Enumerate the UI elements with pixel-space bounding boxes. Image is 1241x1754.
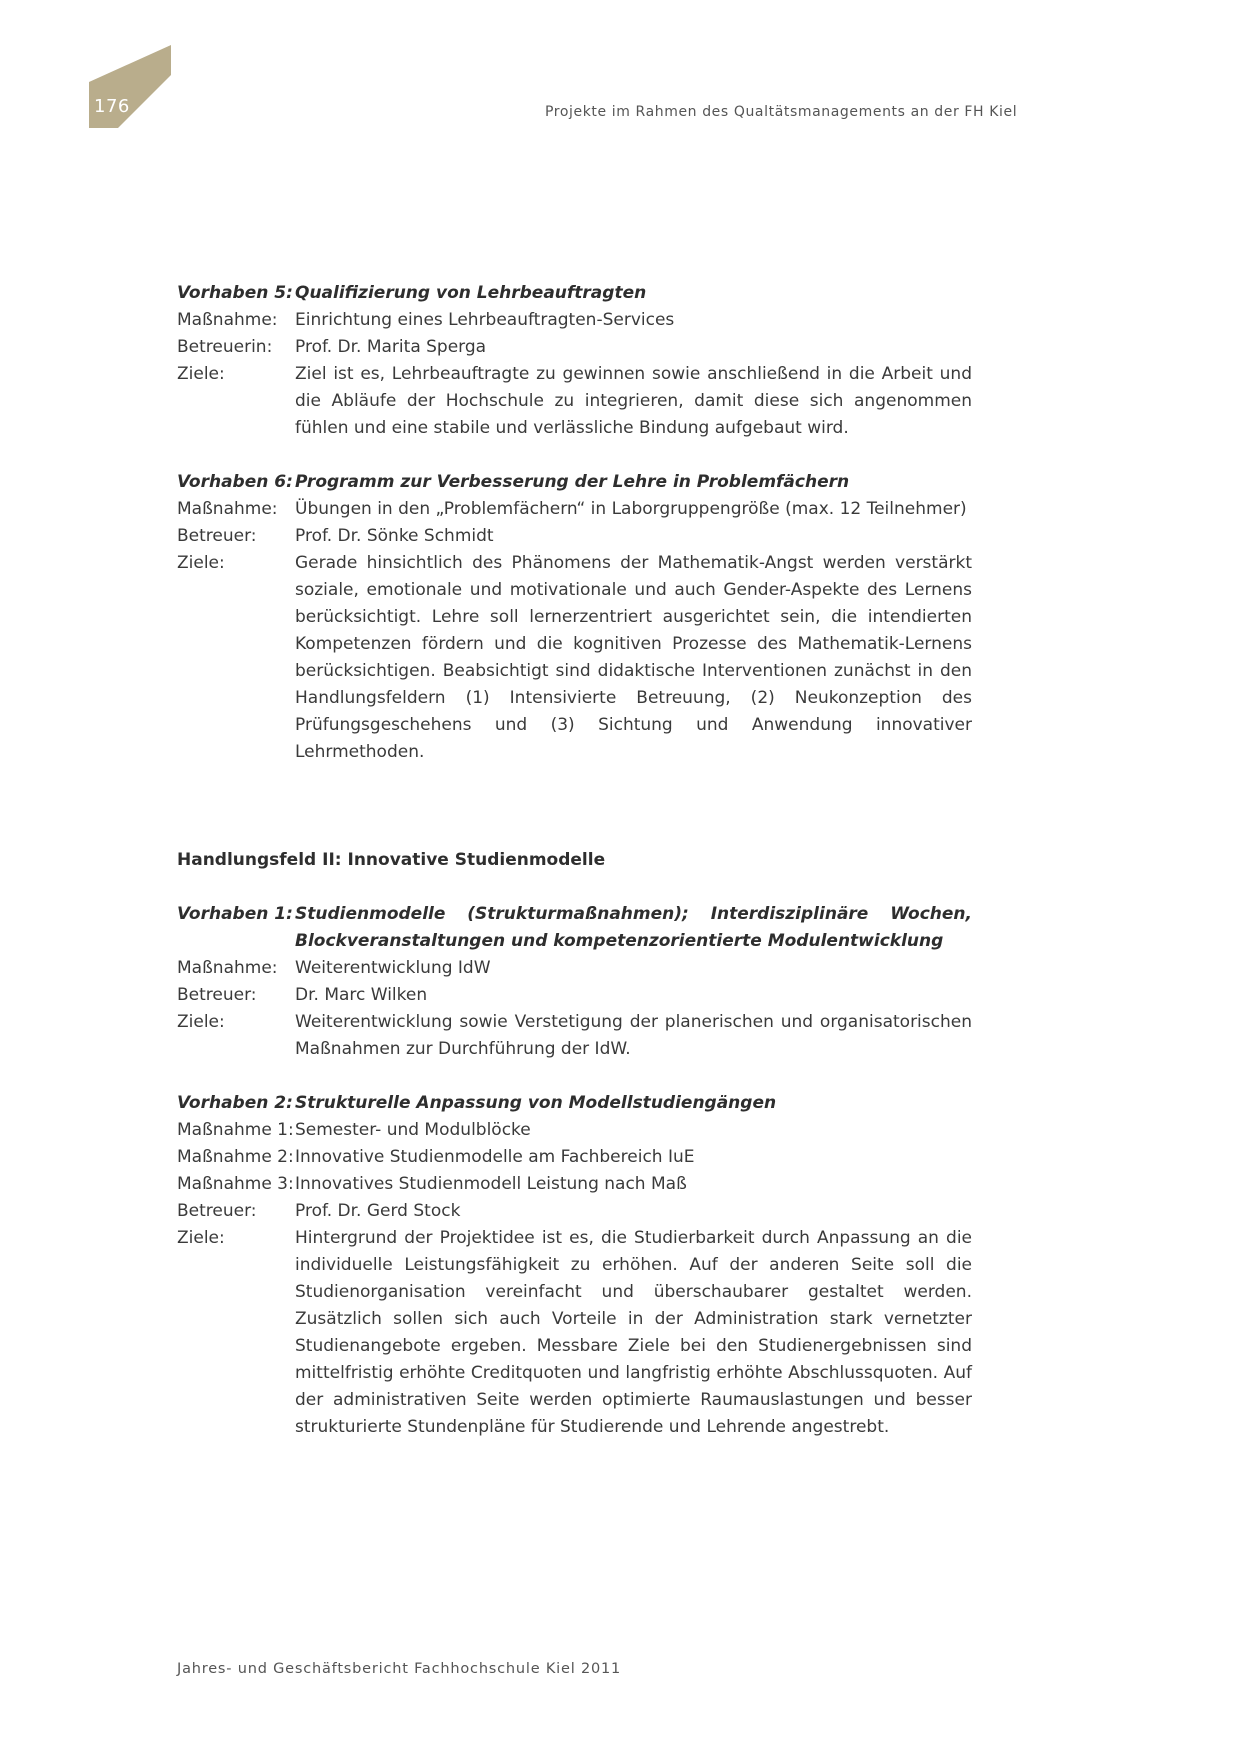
project-title: Programm zur Verbesserung der Lehre in Problemfächern xyxy=(295,472,850,492)
project-field-row xyxy=(177,334,972,361)
project-field-row xyxy=(177,955,972,982)
project-field-row xyxy=(177,1117,972,1144)
project-title: Strukturelle Anpassung von Modellstudiengängen xyxy=(295,1093,777,1113)
project-field-row xyxy=(177,1144,972,1171)
project-field-row xyxy=(177,523,972,550)
field-value: Gerade hinsichtlich des Phänomens der Mathematik-Angst werden verstärkt soziale, emotionale und motivationale und auch Gender-Aspekte des Lernens berücksichtigt. Lehre soll lernerzentriert ausgerichtet sein, die intendierten Kompetenzen fördern und die kognitiven Prozesse des Mathematik-Lernens berücksichtigen. Beabsichtigt sind didaktische Interventionen zunächst in den Handlungsfeldern (1) Intensivierte Betreuung, (2) Neukonzeption des Prüfungsgeschehens und (3) Sichtung und Anwendung innovativer Lehrmethoden. xyxy=(295,553,972,762)
field-label: Maßnahme: xyxy=(177,499,278,519)
project-block xyxy=(177,1090,972,1441)
section-heading: Handlungsfeld II: Innovative Studienmodelle xyxy=(177,850,606,870)
project-title-row xyxy=(177,1090,972,1117)
field-value: Weiterentwicklung sowie Verstetigung der planerischen und organisatorischen Maßnahmen zur Durchführung der IdW. xyxy=(295,1012,972,1059)
field-label: Maßnahme 1: xyxy=(177,1120,294,1140)
project-field-row xyxy=(177,361,972,442)
page-footer: Jahres- und Geschäftsbericht Fachhochschule Kiel 2011 xyxy=(177,1661,622,1677)
field-label: Betreuer: xyxy=(177,526,257,546)
field-label: Betreuer: xyxy=(177,985,257,1005)
page-number: 176 xyxy=(94,96,130,117)
field-value: Prof. Dr. Sönke Schmidt xyxy=(295,526,494,546)
project-field-row xyxy=(177,1198,972,1225)
project-field-row xyxy=(177,1009,972,1063)
document-body xyxy=(177,280,972,1468)
project-field-row xyxy=(177,496,972,523)
field-value: Übungen in den „Problemfächern“ in Laborgruppengröße (max. 12 Teilnehmer) xyxy=(295,499,967,519)
project-field-row xyxy=(177,1225,972,1441)
field-label: Maßnahme 2: xyxy=(177,1147,294,1167)
field-value: Semester- und Modulblöcke xyxy=(295,1120,531,1140)
project-field-row xyxy=(177,1171,972,1198)
field-value: Hintergrund der Projektidee ist es, die Studierbarkeit durch Anpassung an die individuelle Leistungsfähigkeit zu erhöhen. Auf der anderen Seite soll die Studienorganisation vereinfacht und überschaubarer gestaltet werden. Zusätzlich sollen sich auch Vorteile in der Administration stark vernetzter Studienangebote ergeben. Messbare Ziele bei den Studienergebnissen sind mittelfristig erhöhte Creditquoten und langfristig erhöhte Abschlussquoten. Auf der administrativen Seite werden optimierte Raumauslastungen und besser strukturierte Stundenpläne für Studierende und Lehrende angestrebt. xyxy=(295,1228,972,1437)
field-value: Dr. Marc Wilken xyxy=(295,985,428,1005)
field-label: Maßnahme: xyxy=(177,958,278,978)
field-value: Prof. Dr. Marita Sperga xyxy=(295,337,487,357)
project-number: Vorhaben 5: xyxy=(177,283,293,303)
field-label: Ziele: xyxy=(177,1228,225,1248)
project-title-row xyxy=(177,901,972,955)
project-number: Vorhaben 2: xyxy=(177,1093,293,1113)
project-title: Studienmodelle (Strukturmaßnahmen); Interdisziplinäre Wochen, Blockveranstaltungen und kompetenzorientierte Modulentwicklung xyxy=(295,904,972,951)
project-field-row xyxy=(177,982,972,1009)
field-value: Innovatives Studienmodell Leistung nach Maß xyxy=(295,1174,687,1194)
field-label: Maßnahme 3: xyxy=(177,1174,294,1194)
project-field-row xyxy=(177,550,972,766)
project-number: Vorhaben 6: xyxy=(177,472,293,492)
project-block xyxy=(177,469,972,766)
field-value: Weiterentwicklung IdW xyxy=(295,958,491,978)
running-header: Projekte im Rahmen des Qualtätsmanagements an der FH Kiel xyxy=(545,104,1018,120)
field-label: Ziele: xyxy=(177,553,225,573)
project-title: Qualifizierung von Lehrbeauftragten xyxy=(295,283,647,303)
field-label: Maßnahme: xyxy=(177,310,278,330)
project-title-row xyxy=(177,469,972,496)
field-value: Ziel ist es, Lehrbeauftragte zu gewinnen sowie anschließend in die Arbeit und die Abläufe der Hochschule zu integrieren, damit diese sich angenommen fühlen und eine stabile und verlässliche Bindung aufgebaut wird. xyxy=(295,364,972,438)
field-value: Einrichtung eines Lehrbeauftragten-Services xyxy=(295,310,675,330)
project-block xyxy=(177,280,972,442)
field-label: Betreuer: xyxy=(177,1201,257,1221)
field-label: Ziele: xyxy=(177,1012,225,1032)
field-label: Ziele: xyxy=(177,364,225,384)
project-field-row xyxy=(177,307,972,334)
project-title-row xyxy=(177,280,972,307)
field-value: Prof. Dr. Gerd Stock xyxy=(295,1201,461,1221)
project-number: Vorhaben 1: xyxy=(177,904,293,924)
field-value: Innovative Studienmodelle am Fachbereich IuE xyxy=(295,1147,695,1167)
field-label: Betreuerin: xyxy=(177,337,273,357)
project-block xyxy=(177,901,972,1063)
